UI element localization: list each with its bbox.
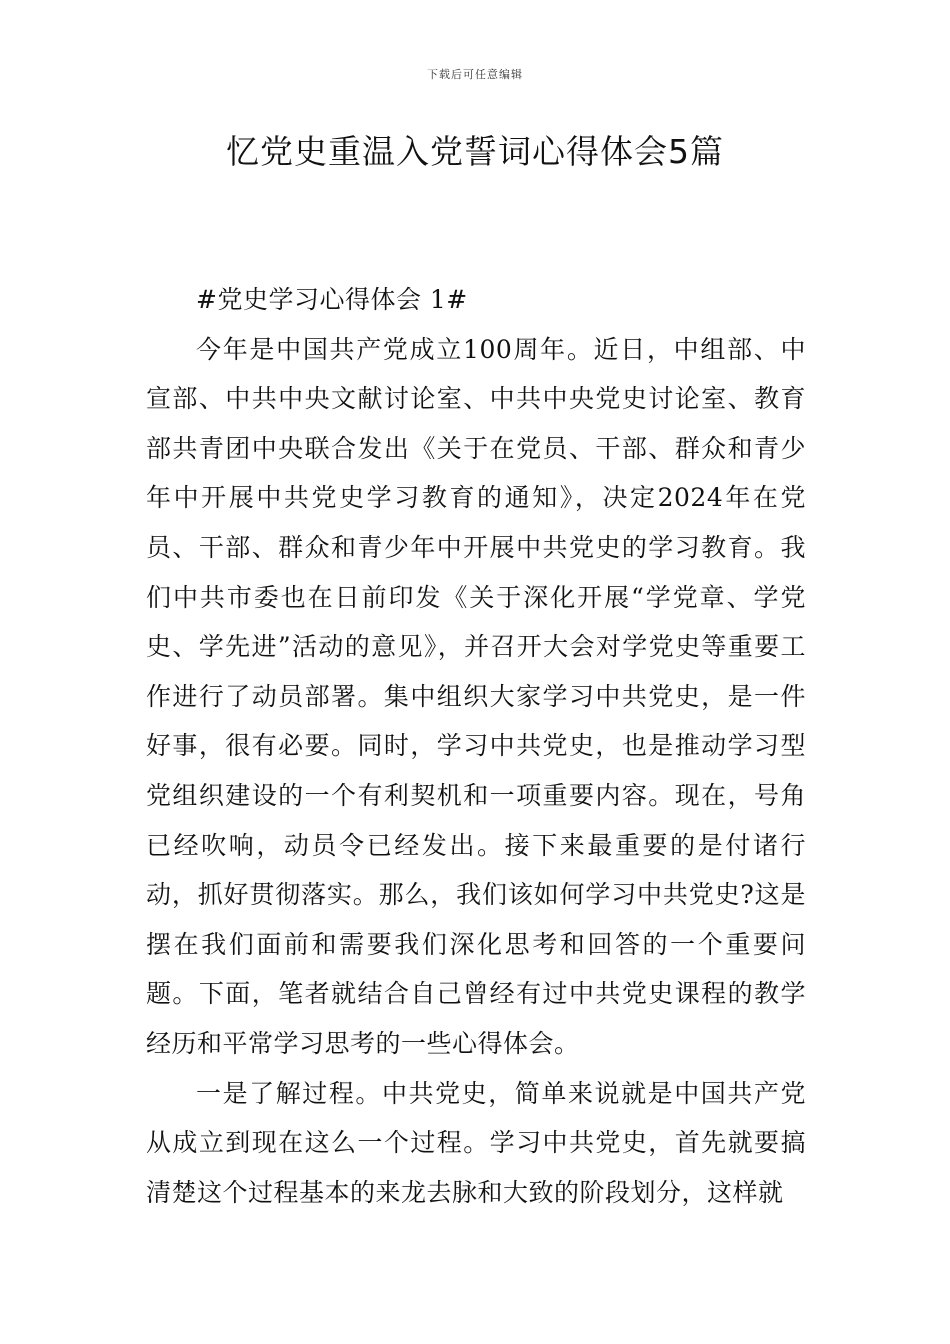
document-title: 忆党史重温入党誓词心得体会5篇 bbox=[226, 132, 724, 171]
document-body bbox=[146, 275, 806, 1217]
paragraph: 今年是中国共产党成立100周年。近日，中组部、中宣部、中共中央文献讨论室、中共中央党史讨论室、教育部共青团中央联合发出《关于在党员、干部、群众和青少年中开展中共党史学习教育的通知》，决定2024年在党员、干部、群众和青少年中开展中共党史的学习教育。我们中共市委也在日前印发《关于深化开展“学党章、学党史、学先进”活动的意见》，并召开大会对学党史等重要工作进行了动员部署。集中组织大家学习中共党史，是一件好事，很有必要。同时，学习中共党史，也是推动学习型党组织建设的一个有利契机和一项重要内容。现在，号角已经吹响，动员令已经发出。接下来最重要的是付诸行动，抓好贯彻落实。那么，我们该如何学习中共党史?这是摆在我们面前和需要我们深化思考和回答的一个重要问题。下面，笔者就结合自己曾经有过中共党史课程的教学经历和平常学习思考的一些心得体会。 bbox=[146, 334, 807, 1058]
header-note: 下载后可任意编辑 bbox=[427, 68, 523, 81]
section-heading: #党史学习心得体会 1# bbox=[196, 285, 468, 314]
paragraph: 一是了解过程。中共党史，简单来说就是中国共产党从成立到现在这么一个过程。学习中共党史，首先就要搞清楚这个过程基本的来龙去脉和大致的阶段划分，这样就 bbox=[146, 1078, 806, 1207]
